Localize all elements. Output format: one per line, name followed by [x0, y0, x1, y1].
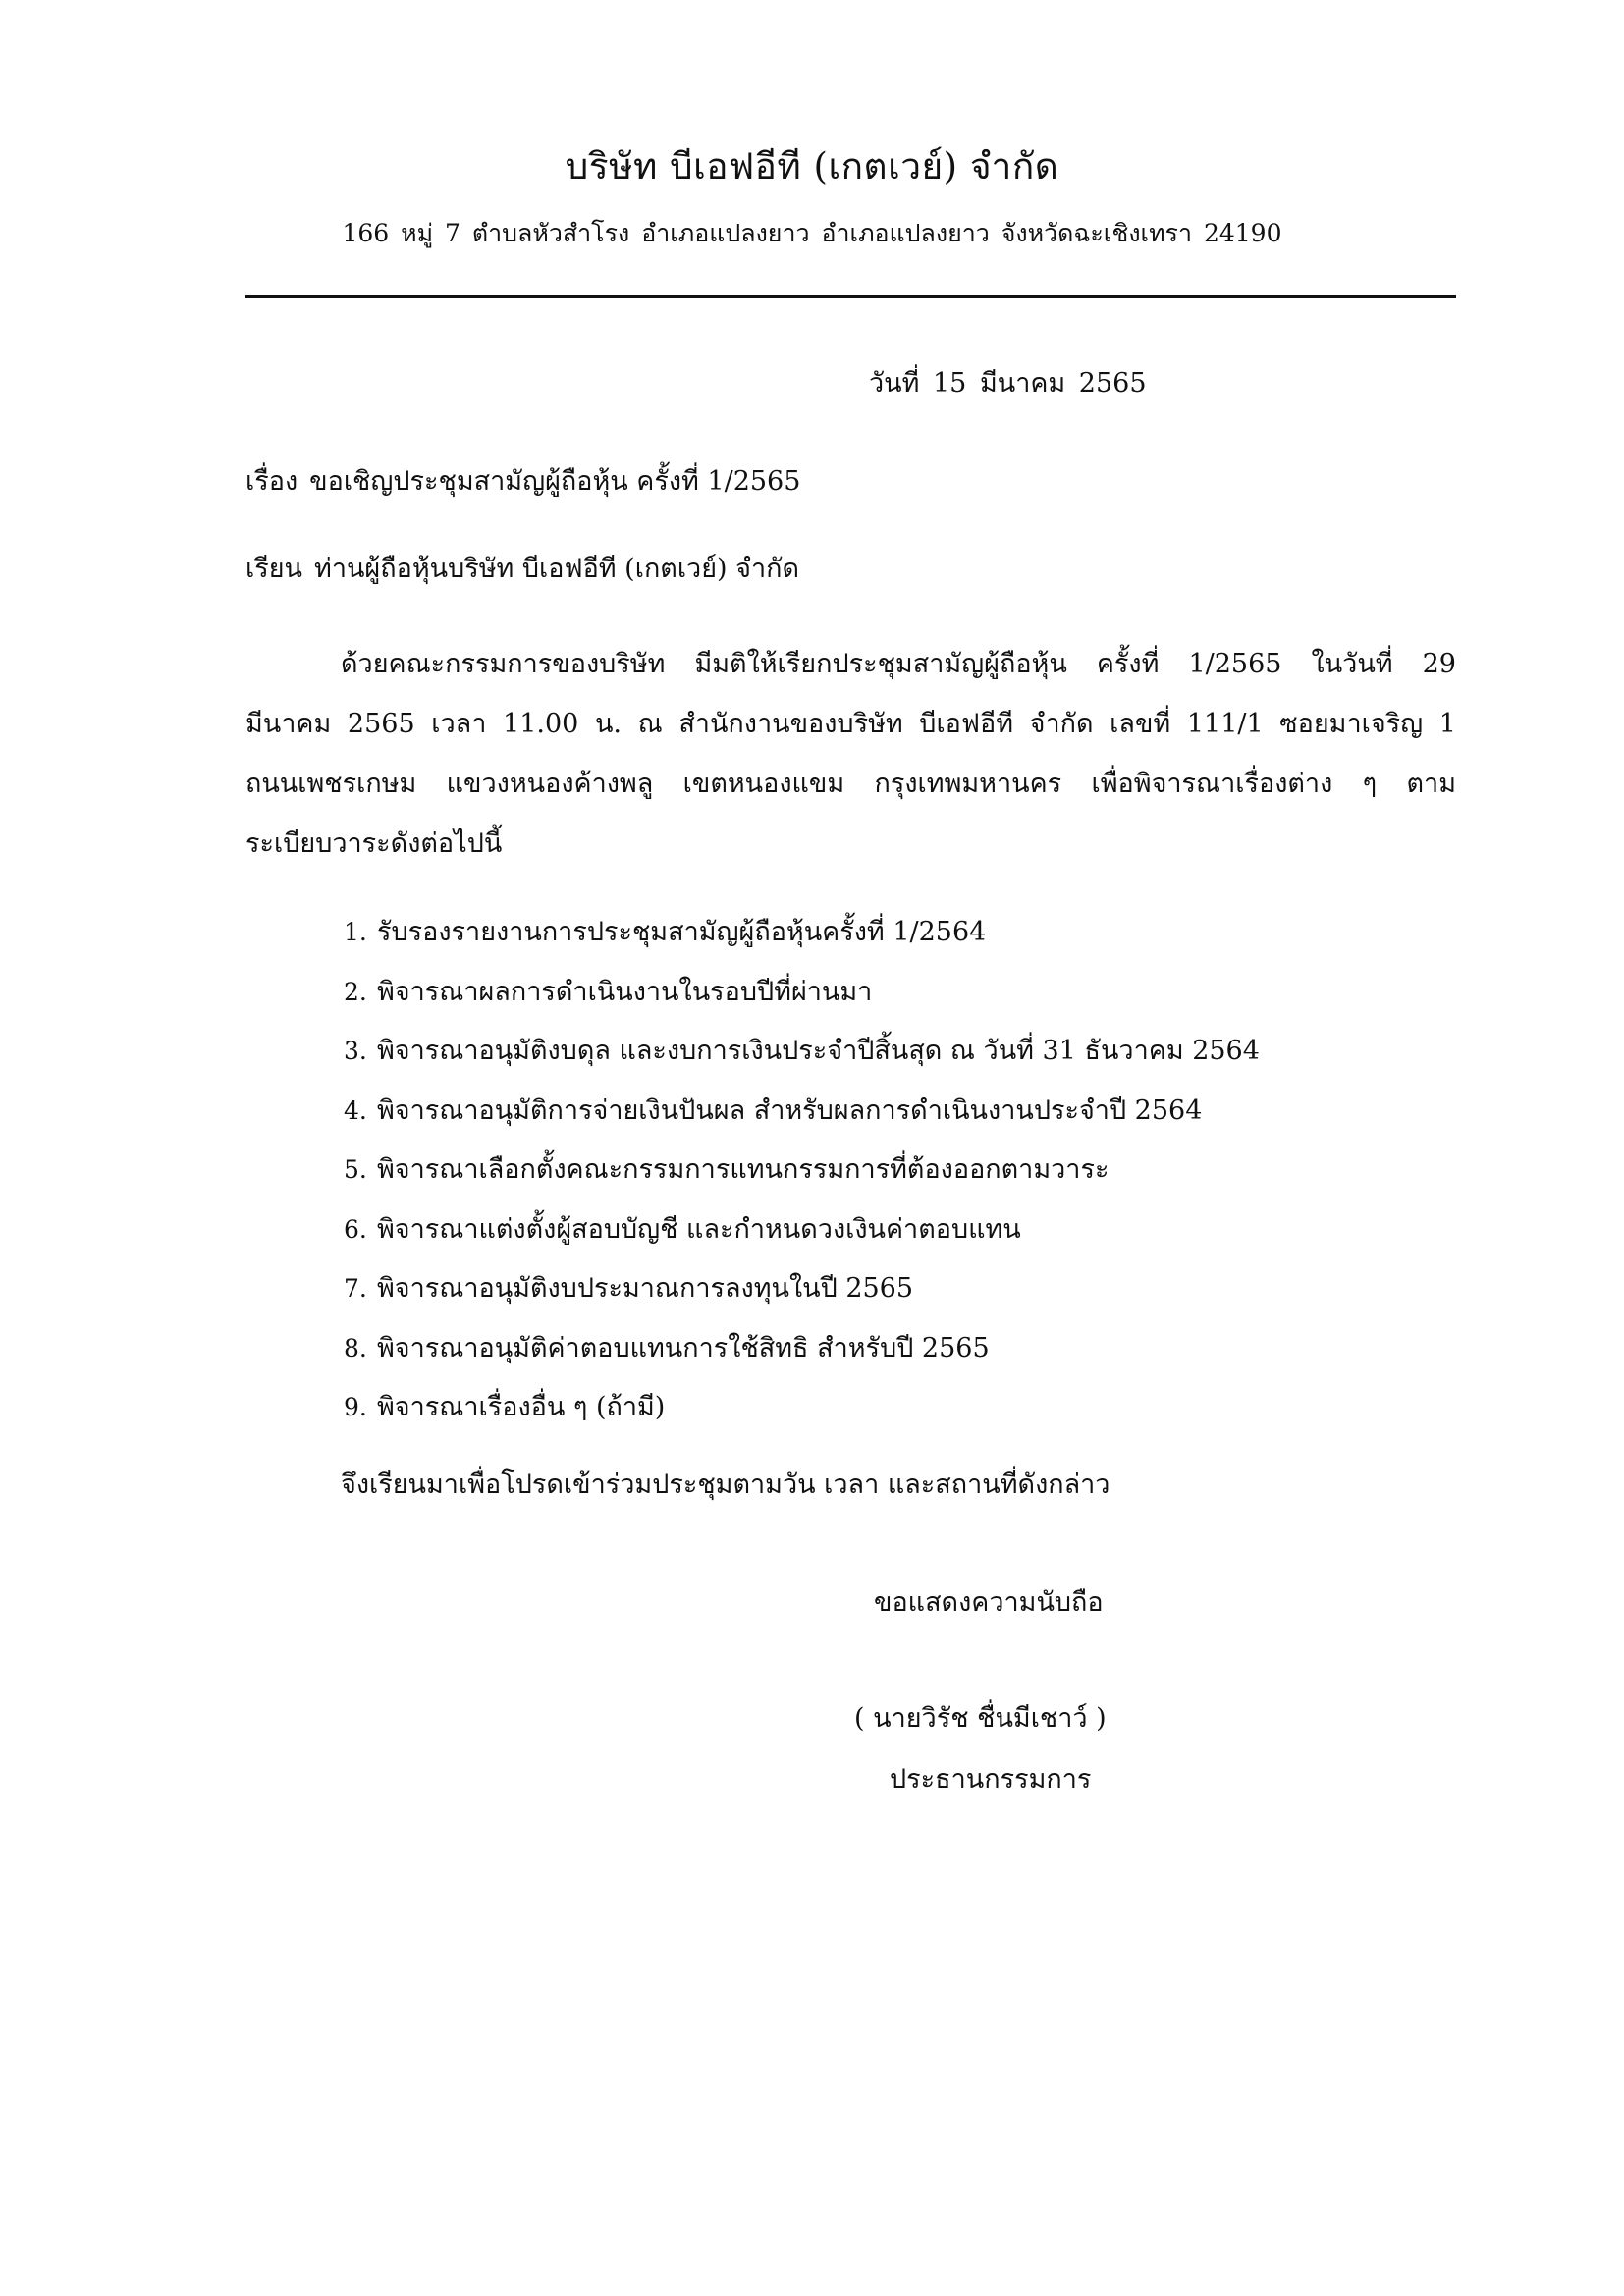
company-address: 166 หมู่ 7 ตำบลหัวสำโรง อำเภอแปลงยาว อำเภอแปลงยาว จังหวัดฉะเชิงเทรา 24190 [342, 219, 1282, 247]
agenda-item-number: 6. [344, 1214, 367, 1244]
agenda-item [344, 1201, 1260, 1260]
agenda-item-number: 4. [344, 1095, 367, 1125]
agenda-item-text: รับรองรายงานการประชุมสามัญผู้ถือหุ้นครั้งที่ 1/2564 [377, 917, 987, 947]
agenda-item-text: พิจารณาอนุมัติงบประมาณการลงทุนในปี 2565 [377, 1273, 914, 1304]
agenda-item-number: 5. [344, 1155, 367, 1184]
agenda-item-text: พิจารณาอนุมัติค่าตอบแทนการใช้สิทธิ สำหรับปี 2565 [377, 1332, 990, 1363]
letter-date: วันที่ 15 มีนาคม 2565 [869, 368, 1147, 399]
header-divider [245, 295, 1456, 298]
salutation-text: ท่านผู้ถือหุ้นบริษัท บีเอฟอีที (เกตเวย์) จำกัด [314, 554, 800, 584]
agenda-item [344, 1319, 1260, 1379]
agenda-item-text: พิจารณาเลือกตั้งคณะกรรมการแทนกรรมการที่ต้องออกตามวาระ [377, 1154, 1110, 1185]
agenda-item-text: พิจารณาอนุมัติงบดุล และงบการเงินประจำปีสิ้นสุด ณ วันที่ 31 ธันวาคม 2564 [377, 1036, 1260, 1066]
signer-title: ประธานกรรมการ [890, 1764, 1092, 1794]
body-paragraph: ด้วยคณะกรรมการของบริษัท มีมติให้เรียกประชุมสามัญผู้ถือหุ้น ครั้งที่ 1/2565 ในวันที่ 29 มีนาคม 2565 เวลา 11.00 น. ณ สำนักงานของบริษัท บีเอฟอีที จำกัด เลขที่ 111/1 ซอยมาเจริญ 1 ถนนเพชรเกษม แขวงหนองค้างพลู เขตหนองแขม กรุงเทพมหานคร เพื่อพิจารณาเรื่องต่าง ๆ ตามระเบียบวาระดังต่อไปนี้ [245, 649, 1456, 859]
salutation-label: เรียน [245, 554, 303, 584]
subject-label: เรื่อง [245, 466, 298, 497]
closing-line: จึงเรียนมาเพื่อโปรดเข้าร่วมประชุมตามวัน เวลา และสถานที่ดังกล่าว [341, 1469, 1110, 1500]
signoff: ขอแสดงความนับถือ [874, 1587, 1104, 1618]
company-name: บริษัท บีเอฟอีที (เกตเวย์) จำกัด [565, 145, 1059, 187]
agenda-item [344, 1141, 1260, 1201]
agenda-item-number: 9. [344, 1393, 367, 1421]
agenda-item-number: 8. [344, 1333, 367, 1362]
agenda-item [344, 963, 1260, 1023]
agenda-item [344, 1259, 1260, 1319]
agenda-item-text: พิจารณาผลการดำเนินงานในรอบปีที่ผ่านมา [377, 976, 873, 1007]
agenda-item-number: 7. [344, 1274, 367, 1303]
subject-line [245, 459, 800, 502]
signature-space [864, 1629, 1119, 1698]
agenda-item-number: 3. [344, 1037, 367, 1065]
agenda-item-text: พิจารณาเรื่องอื่น ๆ (ถ้ามี) [377, 1392, 666, 1422]
agenda-item [344, 1022, 1260, 1082]
agenda-item [344, 1082, 1260, 1142]
salutation-line [245, 547, 799, 589]
agenda-item-text: พิจารณาอนุมัติการจ่ายเงินปันผล สำหรับผลการดำเนินงานประจำปี 2564 [377, 1095, 1203, 1126]
agenda-list [344, 903, 1260, 1438]
agenda-item [344, 1378, 1260, 1438]
agenda-item-text: พิจารณาแต่งตั้งผู้สอบบัญชี และกำหนดวงเงินค่าตอบแทน [377, 1213, 1021, 1245]
signer-name: ( นายวิรัช ชื่นมีเชาว์ ) [854, 1703, 1107, 1734]
subject-text: ขอเชิญประชุมสามัญผู้ถือหุ้น ครั้งที่ 1/2565 [309, 466, 801, 497]
agenda-item-number: 1. [344, 918, 367, 946]
agenda-item [344, 903, 1260, 963]
agenda-item-number: 2. [344, 977, 367, 1006]
